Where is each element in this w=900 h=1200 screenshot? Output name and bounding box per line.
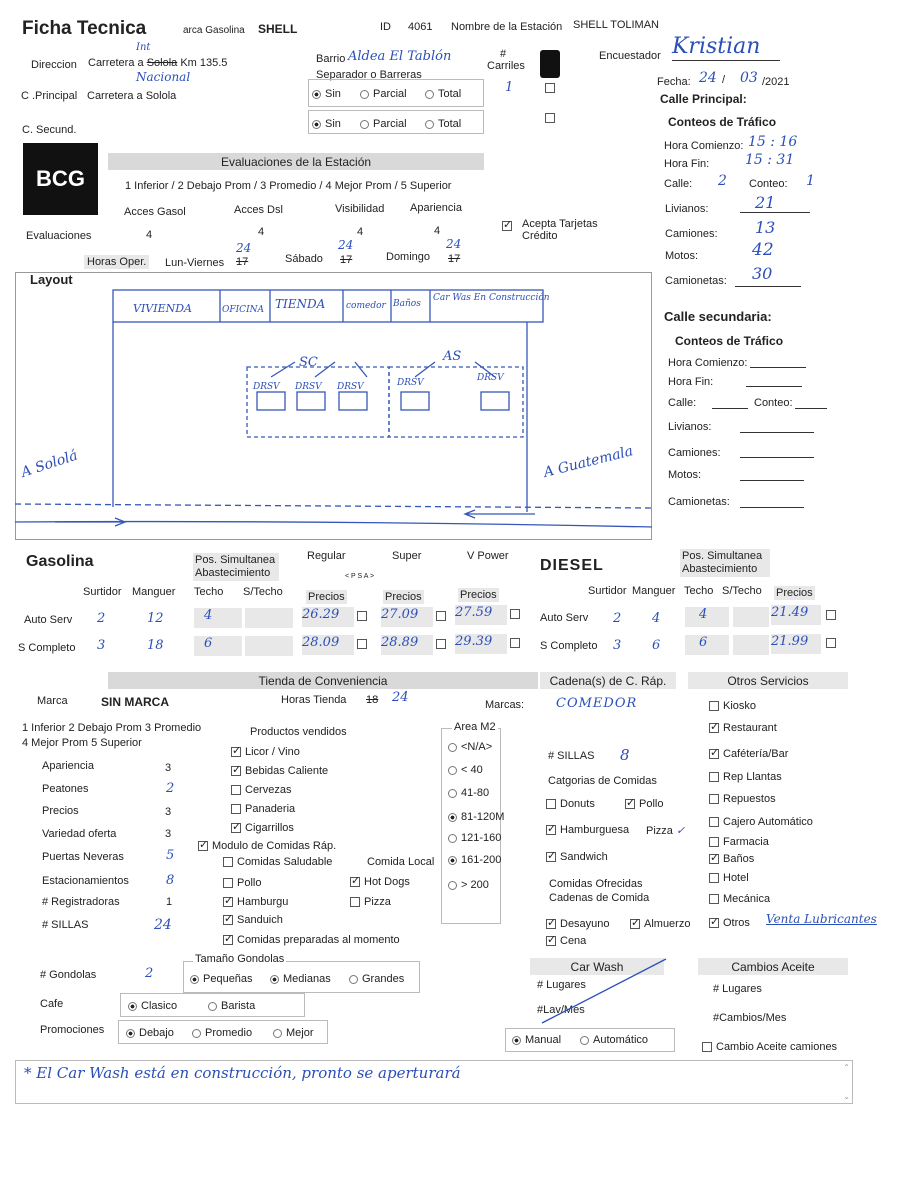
apariencia-label: Apariencia bbox=[410, 202, 462, 214]
cat-sandwich[interactable]: ✓Sandwich bbox=[546, 851, 608, 863]
aceite-lugares-label: # Lugares bbox=[713, 983, 762, 995]
traffic-secund-title: Conteos de Tráfico bbox=[675, 334, 784, 348]
area-m2-label: Area M2 bbox=[454, 721, 496, 733]
eval-acces-gasol-value[interactable]: 4 bbox=[146, 229, 153, 241]
sep-principal-sin[interactable]: Sin bbox=[312, 88, 341, 100]
sec-livianos-line[interactable] bbox=[740, 432, 814, 433]
sep-principal-parcial[interactable]: Parcial bbox=[360, 88, 407, 100]
gasolina-title: Gasolina bbox=[26, 553, 94, 570]
gas-autoserv-vpower-price[interactable]: 27.59 bbox=[455, 605, 507, 625]
pump-1 bbox=[257, 392, 285, 410]
building-carwash: Car Was En Construcción bbox=[433, 293, 550, 303]
rating-apariencia-value[interactable]: 3 bbox=[165, 762, 172, 774]
eval-acces-dsl-value[interactable]: 4 bbox=[258, 226, 265, 238]
gas-scompleto-manguer[interactable]: 18 bbox=[147, 638, 164, 653]
promo-label: Promociones bbox=[40, 1024, 105, 1036]
form-title: Ficha Tecnica bbox=[22, 18, 147, 39]
livianos-value[interactable]: 21 bbox=[755, 193, 776, 212]
fecha-year: /2021 bbox=[762, 76, 790, 88]
producto-panaderia[interactable]: Panaderia bbox=[231, 803, 295, 815]
pump-label-2: DRSV bbox=[295, 382, 322, 392]
direccion-note-top: Int bbox=[136, 42, 151, 53]
diesel-col-stecho: S/Techo bbox=[722, 585, 762, 597]
otro-kiosko[interactable]: Kiosko bbox=[709, 700, 756, 712]
horas-tienda-value[interactable]: 24 bbox=[392, 690, 409, 705]
direccion-value[interactable] bbox=[88, 57, 227, 69]
diesel-col-surtidor: Surtidor bbox=[588, 585, 627, 597]
as-label: AS bbox=[443, 349, 462, 364]
layout-title: Layout bbox=[30, 272, 73, 287]
carriles-value[interactable]: 1 bbox=[505, 80, 514, 95]
sec-calle-label: Calle: bbox=[668, 397, 697, 409]
modulo-pollo[interactable]: Pollo bbox=[223, 877, 261, 889]
gas-row-scompleto-label: S Completo bbox=[18, 642, 76, 654]
categorias-label: Catgorias de Comidas bbox=[548, 775, 657, 787]
diesel-col-techo: Techo bbox=[684, 585, 714, 597]
calle-value[interactable]: 2 bbox=[718, 173, 727, 189]
gondolas-label: # Gondolas bbox=[40, 969, 97, 981]
otro-restaurant[interactable]: ✓Restaurant bbox=[709, 722, 777, 734]
area-m2-group bbox=[441, 728, 501, 924]
diesel-autoserv-label: Auto Serv bbox=[540, 612, 589, 624]
sec-motos-line[interactable] bbox=[740, 480, 804, 481]
aceite-camiones[interactable]: Cambio Aceite camiones bbox=[702, 1041, 837, 1053]
diesel-autoserv-manguer[interactable]: 4 bbox=[652, 611, 661, 626]
diesel-scompleto-manguer[interactable]: 6 bbox=[652, 638, 661, 653]
diesel-autoserv-check[interactable] bbox=[826, 609, 840, 621]
rating-peatones-value[interactable]: 2 bbox=[166, 781, 175, 796]
rating-precios-label: Precios bbox=[42, 805, 79, 817]
sec-hora-fin-label: Hora Fin: bbox=[668, 376, 714, 388]
gas-autoserv-super-check[interactable] bbox=[436, 610, 450, 622]
carwash-automatico[interactable]: Automático bbox=[580, 1034, 648, 1046]
tamano-medianas[interactable]: Medianas bbox=[270, 973, 331, 985]
gas-autoserv-stecho[interactable] bbox=[245, 608, 293, 628]
modulo-comidas[interactable]: ✓Modulo de Comidas Ráp. bbox=[198, 840, 336, 852]
otro-banos[interactable]: ✓Baños bbox=[709, 853, 754, 865]
gas-col-surtidor: Surtidor bbox=[83, 586, 122, 598]
dest-guatemala: A Guatemala bbox=[542, 443, 635, 481]
producto-licor[interactable]: ✓Licor / Vino bbox=[231, 746, 300, 758]
pump-label-1: DRSV bbox=[253, 382, 280, 392]
pump-label-4: DRSV bbox=[397, 378, 424, 388]
area-option-40[interactable]: < 40 bbox=[448, 764, 483, 776]
motos-value[interactable]: 42 bbox=[752, 240, 774, 260]
gondolas-value[interactable]: 2 bbox=[145, 966, 154, 981]
cadena-marcas-label: Marcas: bbox=[485, 699, 525, 711]
diesel-title: DIESEL bbox=[540, 557, 604, 574]
id-label: ID bbox=[380, 21, 391, 33]
calle-secundaria-heading: Calle secundaria: bbox=[664, 309, 772, 324]
gas-col-stecho: S/Techo bbox=[243, 586, 283, 598]
rating-variedad-label: Variedad oferta bbox=[42, 828, 117, 840]
gas-autoserv-techo[interactable]: 4 bbox=[194, 608, 242, 628]
building-tienda: TIENDA bbox=[275, 297, 326, 311]
pump-label-3: DRSV bbox=[337, 382, 364, 392]
camionetas-line bbox=[735, 286, 801, 287]
producto-bebidas[interactable]: ✓Bebidas Caliente bbox=[231, 765, 328, 777]
conteo-label: Conteo: bbox=[749, 178, 788, 190]
rating-estacionamientos-label: Estacionamientos bbox=[42, 875, 129, 887]
tamano-label: Tamaño Gondolas bbox=[195, 953, 285, 965]
gas-precios-vpower: Precios bbox=[460, 589, 497, 601]
acces-dsl-label: Acces Dsl bbox=[234, 204, 283, 216]
diesel-autoserv-surtidor[interactable]: 2 bbox=[613, 611, 622, 626]
cadena-sillas-value[interactable]: 8 bbox=[620, 746, 630, 764]
tienda-scale-1: 1 Inferior 2 Debajo Prom 3 Promedio bbox=[22, 722, 202, 734]
diesel-scompleto-stecho[interactable] bbox=[733, 635, 769, 655]
dest-solola: A Sololá bbox=[19, 447, 80, 481]
fecha-month[interactable]: 03 bbox=[740, 70, 758, 86]
rating-variedad-value[interactable]: 3 bbox=[165, 828, 172, 840]
pump-5 bbox=[481, 392, 509, 410]
traffic-light-icon bbox=[540, 50, 560, 78]
otro-rep-llantas[interactable]: Rep Llantas bbox=[709, 771, 782, 783]
direccion-suffix: Km 135.5 bbox=[180, 57, 228, 69]
hora-fin-value[interactable]: 15 : 31 bbox=[745, 152, 795, 168]
gas-scompleto-stecho[interactable] bbox=[245, 636, 293, 656]
aceite-header: Cambios Aceite bbox=[698, 958, 848, 975]
sec-conteo-label: Conteo: bbox=[754, 397, 793, 409]
gas-row-autoserv-label: Auto Serv bbox=[24, 614, 73, 626]
horas-oper-label: Horas Oper. bbox=[84, 255, 149, 269]
diesel-scompleto-label: S Completo bbox=[540, 640, 598, 652]
gas-scompleto-surtidor[interactable]: 3 bbox=[97, 638, 106, 653]
rating-estacionamientos-value[interactable]: 8 bbox=[166, 873, 175, 888]
traffic-principal-title: Conteos de Tráfico bbox=[668, 115, 777, 129]
visibilidad-label: Visibilidad bbox=[335, 203, 385, 215]
carwash-lav-label: #Lav/Mes bbox=[537, 1004, 585, 1016]
diesel-autoserv-stecho[interactable] bbox=[733, 607, 769, 627]
gas-scompleto-regular-price[interactable]: 28.09 bbox=[302, 635, 354, 655]
sc-arrows bbox=[271, 362, 367, 377]
acces-gasol-label: Acces Gasol bbox=[124, 206, 186, 218]
diesel-pos-label: Pos. Simultanea Abastecimiento bbox=[680, 549, 770, 577]
pump-2 bbox=[297, 392, 325, 410]
estacion-label: Nombre de la Estación bbox=[451, 21, 563, 33]
horas-tienda-label: Horas Tienda bbox=[281, 694, 347, 706]
carwash-header: Car Wash bbox=[530, 958, 664, 975]
gas-autoserv-vpower-check[interactable] bbox=[510, 608, 524, 620]
rating-sillas-value[interactable]: 24 bbox=[154, 917, 172, 933]
estacion-value[interactable]: SHELL TOLIMAN bbox=[573, 19, 659, 31]
gas-scompleto-regular-check[interactable] bbox=[357, 638, 371, 650]
building-banos: Baños bbox=[393, 299, 421, 309]
diesel-col-manguer: Manguer bbox=[632, 585, 676, 597]
livianos-label: Livianos: bbox=[665, 203, 709, 215]
fuel-regular: Regular bbox=[307, 550, 346, 562]
sec-hora-comienzo-line[interactable] bbox=[750, 367, 806, 368]
ofrecida-cena[interactable]: ✓Cena bbox=[546, 935, 586, 947]
pump-label-5: DRSV bbox=[477, 373, 504, 383]
camiones-label: Camiones: bbox=[665, 228, 718, 240]
encuestador-label: Encuestador bbox=[599, 50, 661, 62]
separador-label: Separador o Barreras bbox=[316, 69, 422, 81]
modulo-hamburgu[interactable]: ✓Hamburgu bbox=[223, 896, 288, 908]
otro-otros[interactable]: ✓Otros bbox=[709, 917, 750, 929]
tienda-scale-2: 4 Mejor Prom 5 Superior bbox=[22, 737, 142, 749]
gas-precios-regular: Precios bbox=[308, 591, 345, 603]
otro-hotel[interactable]: Hotel bbox=[709, 872, 749, 884]
scroll-up-icon[interactable]: ⌃ bbox=[843, 1063, 850, 1072]
cat-pollo[interactable]: ✓ Pollo bbox=[625, 798, 663, 810]
comida-local-label: Comida Local bbox=[367, 856, 435, 868]
area-option-161-200[interactable]: 161-200 bbox=[448, 854, 501, 866]
ofrecida-desayuno[interactable]: ✓Desayuno bbox=[546, 918, 610, 930]
cafe-barista[interactable]: Barista bbox=[208, 1000, 255, 1012]
evaluaciones-scale: 1 Inferior / 2 Debajo Prom / 3 Promedio / 4 Mejor Prom / 5 Superior bbox=[125, 180, 452, 192]
rating-registradoras-value[interactable]: 1 bbox=[166, 896, 173, 908]
scroll-down-icon[interactable]: ⌄ bbox=[843, 1092, 850, 1101]
marca-value[interactable]: SHELL bbox=[258, 22, 298, 36]
diesel-scompleto-price[interactable]: 21.99 bbox=[771, 634, 821, 654]
carwash-lugares-label: # Lugares bbox=[537, 979, 586, 991]
sep-secund-total[interactable]: Total bbox=[425, 118, 461, 130]
c-principal-value[interactable]: Carretera a Solola bbox=[87, 90, 177, 102]
otro-mecanica[interactable]: Mecánica bbox=[709, 893, 770, 905]
marca-label: arca Gasolina bbox=[183, 25, 245, 36]
gas-autoserv-surtidor[interactable]: 2 bbox=[97, 611, 106, 626]
sep-secund-parcial[interactable]: Parcial bbox=[360, 118, 407, 130]
carwash-manual[interactable]: Manual bbox=[512, 1034, 561, 1046]
modulo-sanduich[interactable]: ✓Sanduich bbox=[223, 914, 283, 926]
sec-camionetas-label: Camionetas: bbox=[668, 496, 730, 508]
carriles-label: Carriles bbox=[487, 60, 525, 72]
diesel-scompleto-surtidor[interactable]: 3 bbox=[613, 638, 622, 653]
sep-secund-sin[interactable]: Sin bbox=[312, 118, 341, 130]
sc-island bbox=[247, 367, 389, 437]
gas-autoserv-regular-price[interactable]: 26.29 bbox=[302, 607, 354, 627]
gas-scompleto-vpower-price[interactable]: 29.39 bbox=[455, 634, 507, 654]
otros-header: Otros Servicios bbox=[688, 672, 848, 689]
gas-col-techo: Techo bbox=[194, 586, 224, 598]
area-option-41-80[interactable]: 41-80 bbox=[448, 787, 489, 799]
gas-scompleto-techo[interactable]: 6 bbox=[194, 636, 242, 656]
evaluaciones-header: Evaluaciones de la Estación bbox=[108, 153, 484, 170]
notes-text: * El Car Wash está en construcción, pronto se aperturará bbox=[24, 1064, 461, 1082]
pump-4 bbox=[401, 392, 429, 410]
notes-area[interactable] bbox=[15, 1060, 853, 1104]
carriles-hash: # bbox=[500, 48, 507, 60]
camionetas-value[interactable]: 30 bbox=[752, 264, 773, 283]
rating-neveras-label: Puertas Neveras bbox=[42, 851, 124, 863]
direccion-note-below: Nacional bbox=[136, 70, 191, 84]
gas-autoserv-super-price[interactable]: 27.09 bbox=[381, 607, 433, 627]
lun-label: Lun-Viernes bbox=[165, 257, 225, 269]
dom-label: Domingo bbox=[386, 251, 431, 263]
carriles-principal-check[interactable] bbox=[545, 82, 559, 94]
ofrecidas-label-2: Cadenas de Comida bbox=[549, 892, 650, 904]
promo-debajo[interactable]: Debajo bbox=[126, 1027, 174, 1039]
tarjetas-checkbox[interactable] bbox=[502, 220, 516, 232]
tienda-marca-value[interactable]: SIN MARCA bbox=[101, 695, 169, 709]
rating-peatones-label: Peatones bbox=[42, 783, 89, 795]
sec-hora-comienzo-label: Hora Comienzo: bbox=[668, 357, 748, 369]
gas-autoserv-manguer[interactable]: 12 bbox=[147, 611, 164, 626]
tamano-pequenas[interactable]: Pequeñas bbox=[190, 973, 253, 985]
promo-promedio[interactable]: Promedio bbox=[192, 1027, 252, 1039]
cat-donuts[interactable]: Donuts bbox=[546, 798, 595, 810]
sec-camionetas-line[interactable] bbox=[740, 507, 804, 508]
sec-motos-label: Motos: bbox=[668, 469, 702, 481]
carriles-secund-check[interactable] bbox=[545, 112, 559, 124]
otro-cajero[interactable]: Cajero Automático bbox=[709, 816, 813, 828]
tienda-header: Tienda de Conveniencia bbox=[108, 672, 538, 689]
otro-cafeteria[interactable]: ✓Cafétería/Bar bbox=[709, 748, 788, 760]
producto-cigarrillos[interactable]: ✓Cigarrillos bbox=[231, 822, 294, 834]
encuestador-value[interactable]: Kristian bbox=[672, 34, 761, 59]
gas-autoserv-regular-check[interactable] bbox=[357, 610, 371, 622]
diesel-autoserv-price[interactable]: 21.49 bbox=[771, 605, 821, 625]
diesel-precios-label: Precios bbox=[776, 587, 813, 599]
sab-value[interactable]: 24 bbox=[338, 238, 354, 252]
direccion-label: Direccion bbox=[31, 59, 77, 71]
barrio-label: Barrio bbox=[316, 53, 346, 65]
hora-comienzo-label: Hora Comienzo: bbox=[664, 140, 744, 152]
lun-value[interactable]: 24 bbox=[236, 241, 252, 255]
diesel-scompleto-check[interactable] bbox=[826, 637, 840, 649]
area-option-121-160[interactable]: 121-160 bbox=[448, 832, 501, 844]
area-option-na[interactable]: <N/A> bbox=[448, 741, 492, 753]
sec-calle-line[interactable] bbox=[712, 408, 748, 409]
productos-label: Productos vendidos bbox=[250, 726, 347, 738]
otro-repuestos[interactable]: Repuestos bbox=[709, 793, 776, 805]
carwash-strike bbox=[540, 955, 670, 1025]
sec-hora-fin-line[interactable] bbox=[746, 386, 802, 387]
cadena-header: Cadena(s) de C. Ráp. bbox=[540, 672, 676, 689]
sab-struck: 17 bbox=[340, 254, 353, 266]
cafe-label: Cafe bbox=[40, 998, 64, 1010]
gas-col-manguer: Manguer bbox=[132, 586, 176, 598]
livianos-line bbox=[740, 212, 810, 213]
lun-struck: 17 bbox=[236, 256, 249, 268]
diesel-scompleto-techo[interactable]: 6 bbox=[685, 635, 729, 655]
c-secund-label: C. Secund. bbox=[22, 124, 77, 136]
modulo-hotdogs[interactable]: ✓ Hot Dogs bbox=[350, 876, 410, 888]
fuel-super: Super bbox=[392, 550, 422, 562]
aceite-cambios-label: #Cambios/Mes bbox=[713, 1012, 787, 1024]
hora-fin-label: Hora Fin: bbox=[664, 158, 710, 170]
tamano-grandes[interactable]: Grandes bbox=[349, 973, 404, 985]
evaluaciones-row-label: Evaluaciones bbox=[26, 230, 92, 242]
rating-apariencia-label: Apariencia bbox=[42, 760, 94, 772]
motos-label: Motos: bbox=[665, 250, 699, 262]
cafe-clasico[interactable]: Clasico bbox=[128, 1000, 177, 1012]
conteo-value[interactable]: 1 bbox=[806, 173, 815, 189]
bcg-logo: BCG bbox=[23, 143, 98, 215]
diesel-autoserv-techo[interactable]: 4 bbox=[685, 607, 729, 627]
gas-scompleto-super-check[interactable] bbox=[436, 638, 450, 650]
rating-sillas-label: # SILLAS bbox=[42, 919, 89, 931]
eval-apariencia-value[interactable]: 4 bbox=[434, 225, 441, 237]
calle-label: Calle: bbox=[664, 178, 693, 190]
otro-farmacia[interactable]: Farmacia bbox=[709, 836, 769, 848]
dom-value[interactable]: 24 bbox=[446, 237, 462, 251]
tienda-marca-label: Marca bbox=[37, 695, 68, 707]
gas-scompleto-super-price[interactable]: 28.89 bbox=[381, 635, 433, 655]
area-option-81-120[interactable]: 81-120M bbox=[448, 811, 504, 823]
barrio-value[interactable]: Aldea El Tablón bbox=[348, 49, 452, 64]
eval-visibilidad-value[interactable]: 4 bbox=[357, 226, 364, 238]
promo-mejor[interactable]: Mejor bbox=[273, 1027, 314, 1039]
sc-label: SC bbox=[299, 355, 318, 370]
gas-scompleto-vpower-check[interactable] bbox=[510, 637, 524, 649]
rating-registradoras-label: # Registradoras bbox=[42, 896, 120, 908]
calle-principal-heading: Calle Principal: bbox=[660, 92, 747, 106]
cadena-marcas-value[interactable]: COMEDOR bbox=[556, 696, 638, 711]
gas-pos-label: Pos. Simultanea Abastecimiento bbox=[193, 553, 279, 581]
tarjetas-label: Acepta Tarjetas Crédito bbox=[522, 218, 598, 242]
sab-label: Sábado bbox=[285, 253, 323, 265]
sec-camiones-line[interactable] bbox=[740, 457, 814, 458]
building-oficina: OFICINA bbox=[222, 305, 264, 315]
sep-principal-total[interactable]: Total bbox=[425, 88, 461, 100]
dom-struck: 17 bbox=[448, 253, 461, 265]
building-comedor: comedor bbox=[346, 301, 386, 311]
fecha-label: Fecha: bbox=[657, 76, 691, 88]
gas-precios-super: Precios bbox=[385, 591, 422, 603]
cadena-sillas-label: # SILLAS bbox=[548, 750, 595, 762]
modulo-saludable[interactable]: Comidas Saludable bbox=[223, 856, 332, 868]
ofrecida-almuerzo[interactable]: ✓ Almuerzo bbox=[630, 918, 690, 930]
pump-3 bbox=[339, 392, 367, 410]
hora-comienzo-value[interactable]: 15 : 16 bbox=[748, 134, 798, 150]
encuestador-line bbox=[672, 60, 780, 61]
sec-livianos-label: Livianos: bbox=[668, 421, 712, 433]
modulo-pizza[interactable]: Pizza bbox=[350, 896, 391, 908]
camionetas-label: Camionetas: bbox=[665, 275, 727, 287]
modulo-preparadas[interactable]: ✓Comidas preparadas al momento bbox=[223, 934, 400, 946]
road-arrow-right bbox=[55, 518, 125, 526]
sec-camiones-label: Camiones: bbox=[668, 447, 721, 459]
rating-precios-value[interactable]: 3 bbox=[165, 806, 172, 818]
fuel-vpower: V Power bbox=[467, 550, 509, 562]
id-value[interactable]: 4061 bbox=[408, 21, 433, 33]
cat-pizza[interactable]: Pizza ✓ bbox=[646, 824, 686, 837]
area-option-200[interactable]: > 200 bbox=[448, 879, 489, 891]
fecha-day[interactable]: 24 bbox=[699, 70, 717, 86]
c-principal-label: C .Principal bbox=[21, 90, 78, 102]
otros-value[interactable]: Venta Lubricantes bbox=[766, 912, 877, 926]
producto-cervezas[interactable]: Cervezas bbox=[231, 784, 291, 796]
building-vivienda: VIVIENDA bbox=[133, 302, 192, 315]
sec-conteo-line[interactable] bbox=[795, 408, 827, 409]
fecha-sep: / bbox=[722, 74, 726, 86]
direccion-prefix: Carretera a bbox=[88, 57, 144, 69]
cat-hamburguesa[interactable]: ✓Hamburguesa bbox=[546, 824, 629, 836]
road-arrow-left bbox=[465, 510, 535, 518]
psa-note: < P S A > bbox=[345, 573, 375, 580]
direccion-struck: Solola bbox=[146, 57, 178, 69]
layout-sketch bbox=[15, 272, 652, 540]
road-lane bbox=[15, 504, 652, 508]
camiones-value[interactable]: 13 bbox=[755, 218, 776, 237]
ofrecidas-label-1: Comidas Ofrecidas bbox=[549, 878, 643, 890]
rating-neveras-value[interactable]: 5 bbox=[166, 848, 175, 863]
horas-tienda-struck: 18 bbox=[366, 694, 379, 706]
